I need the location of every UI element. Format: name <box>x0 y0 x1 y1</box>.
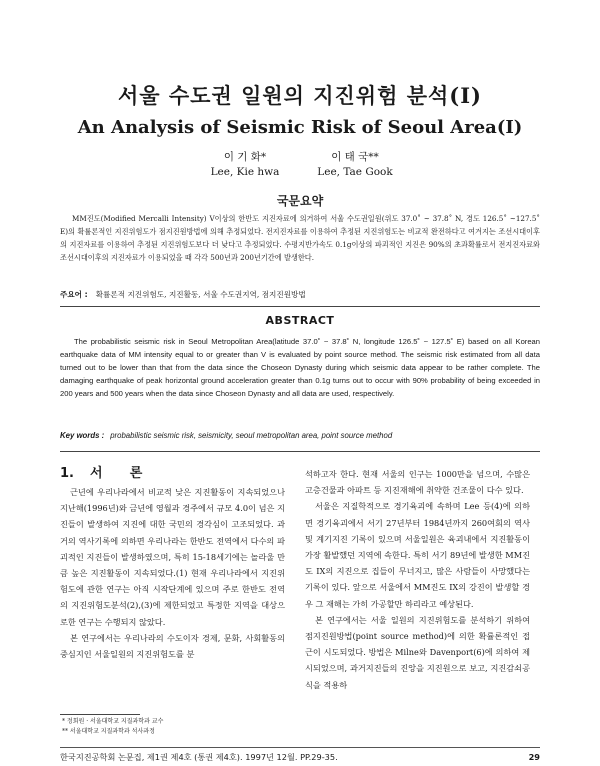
english-title: An Analysis of Seismic Risk of Seoul Area(I) <box>77 117 523 138</box>
authors-block <box>0 150 600 180</box>
page-number: 29 <box>528 752 540 762</box>
korean-keywords <box>60 289 540 300</box>
footer-divider <box>60 747 540 748</box>
author-2-english: Lee, Tae Gook <box>317 166 393 178</box>
english-abstract-text: The probabilistic seismic risk in Seoul Metropolitan Area(latitude 37.0˚ ~ 37.8˚ N, longitude 126.5˚ ~ 127.5˚ E) based on all Korean earthquake data of MM intensity equal to or greater than V is evaluated by point source method. The seismic risk estimated from all data turned out to be lower than that from the data since the Choseon Dynasty during which seismic data appear to be rather complete. The damaging earthquake of peak horizontal ground acceleration greater than 0.1g turns out to occur with 90% probability of being exceeded in 200 years and 500 years when the data since Choseon Dynasty and all data are used, respectively. <box>60 337 540 398</box>
paragraph: 근년에 우리나라에서 비교적 낮은 지진활동이 지속되었으나 지난해(1996년)와 금년에 영월과 경주에서 규모 4.0이 넘은 지진들이 발생하여 지진에 대한 국민의 경각심이 고조되었다. 과거의 역사기록에 의하면 우리나라는 한반도 전역에서 다수의 파괴적인 지진들이 발생하였으며, 특히 15-18세기에는 놀라울 만큼 높은 지진활동이 지속되었다.(1) 현재 우리나라에서 지진위험도에 관한 연구는 아직 시작단계에 있으며 주로 한반도 전역의 지진위험도분석(2),(3)에 제한되었고 특정한 지역을 대상으로한 연구는 수행되지 않았다. <box>60 487 285 627</box>
english-keywords-list: probabilistic seismic risk, seismicity, seoul metropolitan area, point source method <box>110 431 393 440</box>
author-1-korean: 이 기 화* <box>223 151 267 163</box>
author-2-korean: 이 태 국** <box>331 151 379 163</box>
korean-keywords-label: 주요어 : <box>60 290 88 299</box>
english-keywords-label: Key words : <box>60 431 105 440</box>
footnotes <box>62 717 287 737</box>
divider-top <box>60 306 540 307</box>
section-heading <box>60 462 158 481</box>
paragraph: 서울은 지질학적으로 경기육괴에 속하며 Lee 등(4)에 의하면 경기육괴에서 서기 27년부터 1984년까지 260여회의 역사 및 계기지진 기록이 있으며 서울일원은 육괴내에서 지진활동이 가장 활발했던 지역에 속한다. 특히 서기 89년에 발생한 MM진도 IX의 지진으로 집들이 무너지고, 많은 사람들이 사망했다는 기록이 있다. 앞으로 서울에서 MM진도 IX의 강진이 발생할 경우 그 재해는 가히 가공할만 하리라고 예상된다. <box>305 501 530 609</box>
page-footer <box>60 752 540 763</box>
paragraph: 본 연구에서는 우리나라의 수도이자 경제, 문화, 사회활동의 중심지인 서울일원의 지진위험도를 분 <box>60 632 285 660</box>
paragraph: 본 연구에서는 서울 일원의 지진위험도를 분석하기 위하여 점지진원방법(point source method)에 의한 확률론적인 접근이 시도되었다. 방법은 Milne와 Davenport(6)에 의하여 제시되었으며, 과거지진들의 진앙을 지진원으로 보고, 지진감쇠공식을 적용하 <box>305 614 530 690</box>
footnote: * 정회원 · 서울대학교 지질과학과 교수 <box>62 718 164 725</box>
paragraph: 석하고자 한다. 현재 서울의 인구는 1000만을 넘으며, 수많은 고층건물과 아파트 등 지진재해에 취약한 건조물이 다수 있다. <box>305 469 530 496</box>
english-abstract-heading: ABSTRACT <box>265 314 335 327</box>
section-title: 서 론 <box>89 466 143 481</box>
section-number: 1. <box>60 466 74 481</box>
journal-citation: 한국지진공학회 논문집, 제1권 제4호 (통권 제4호). 1997년 12월. PP.29-35. <box>60 752 338 762</box>
footnote-divider <box>60 714 140 715</box>
author-1-english: Lee, Kie hwa <box>210 166 280 178</box>
korean-keywords-list: 확률론적 지진위험도, 지진활동, 서울 수도권지역, 점지진원방법 <box>95 290 306 299</box>
divider-bottom <box>60 451 540 452</box>
korean-title: 서울 수도권 일원의 지진위험 분석(I) <box>118 83 482 108</box>
english-keywords <box>60 431 540 440</box>
body-column-left <box>60 484 285 662</box>
korean-abstract-text: MM진도(Modified Mercalli Intensity) V이상의 한반도 지진자료에 의거하여 서울 수도권일원(위도 37.0˚ ~ 37.8˚ N, 경도 126.5˚ ~127.5˚ E)의 확률론적인 지진위험도가 점지진원방법에 의해 추정되었다. 전지진자료를 이용하여 추정된 지진위험도는 비교적 완전하다고 여겨지는 조선시대이후의 지진자료를 이용하여 추정된 지진위험도보다 더 낮다고 추정되었다. 수평지반가속도 0.1g이상의 파괴적인 지진은 90%의 초과확률로서 전지진자료와 조선시대이후의 지진자료가 이용되었을 때 각각 500년과 200년기간에 발생한다. <box>60 214 540 262</box>
footnote: ** 서울대학교 지질과학과 석사과정 <box>62 728 155 735</box>
korean-abstract-heading: 국문요약 <box>276 194 324 208</box>
body-column-right <box>305 466 530 693</box>
